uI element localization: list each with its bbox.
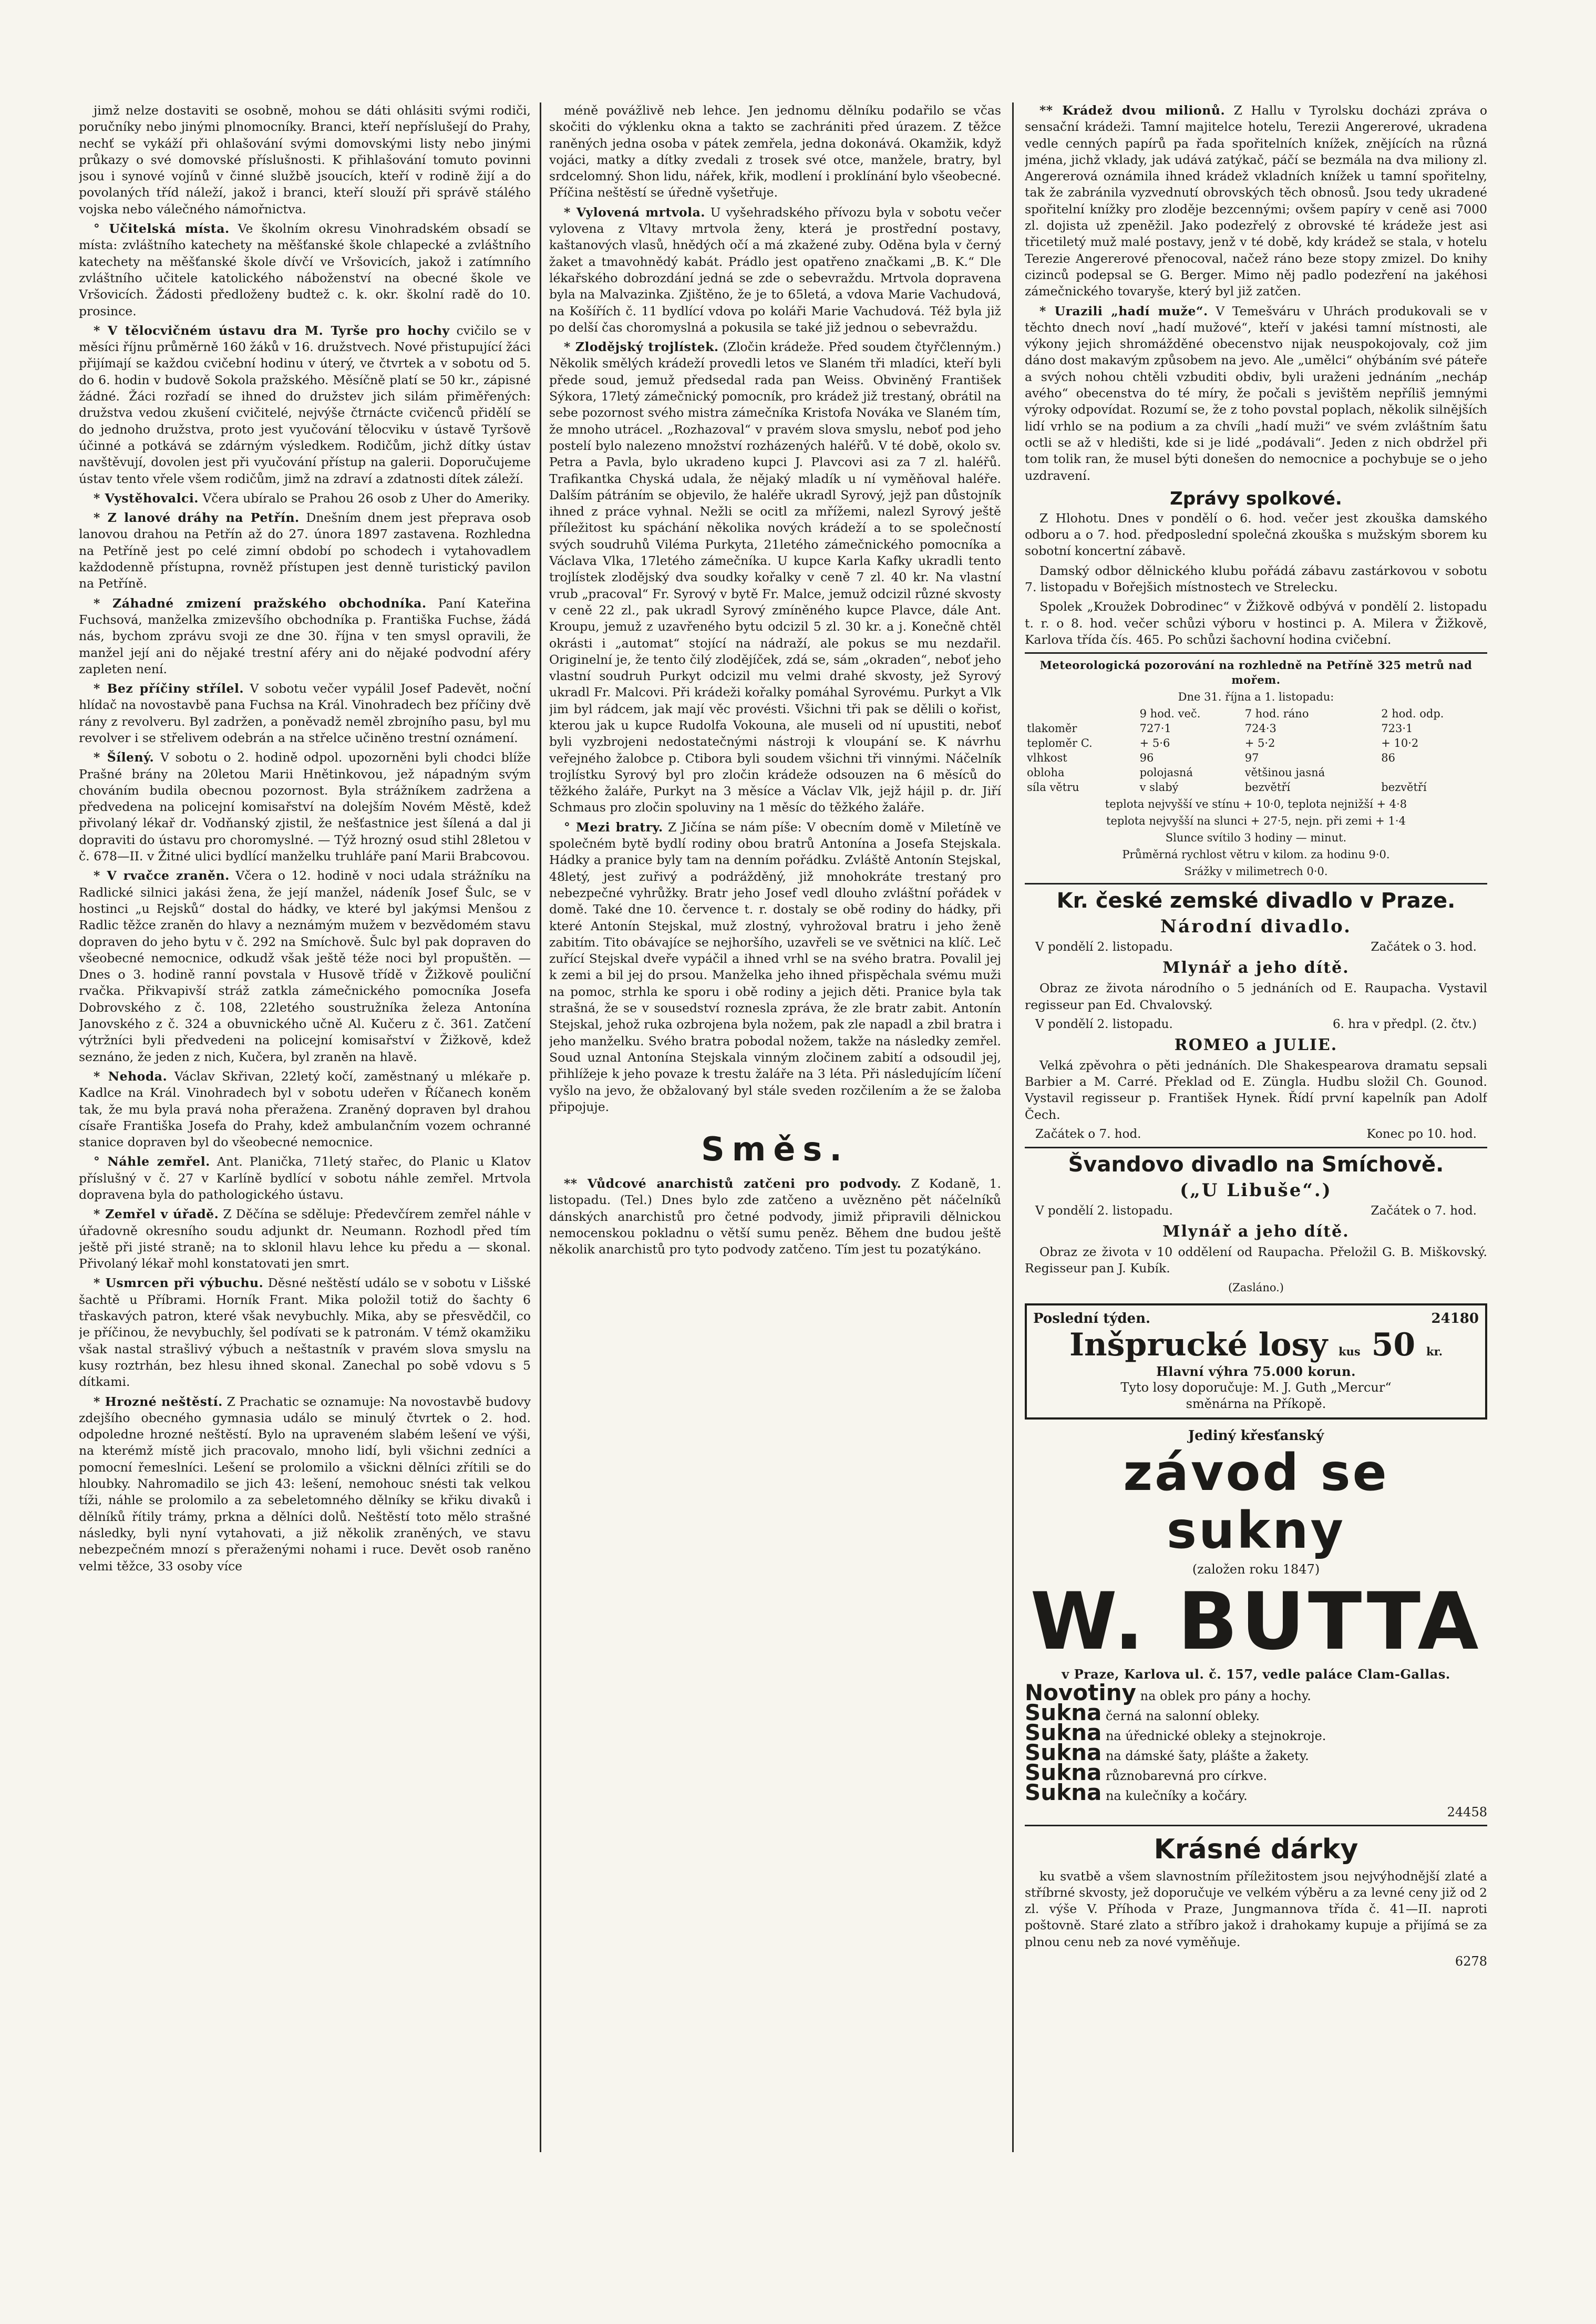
weather-cell: síla větru — [1027, 781, 1079, 794]
article-heading: * Vystěhovalci. — [94, 490, 199, 506]
ad-product-desc: na dámské šaty, plášte a žakety. — [1105, 1748, 1309, 1763]
ad-product-name: Sukna — [1025, 1719, 1102, 1745]
schedule-date: V pondělí 2. listopadu. — [1035, 1204, 1173, 1218]
ad-unit: kus — [1338, 1344, 1361, 1358]
article-heading: * Zlodějský trojlístek. — [564, 340, 719, 355]
ad-header — [1033, 1311, 1479, 1326]
article-heading: * V tělocvičném ústavu dra M. Tyrše pro hochy — [94, 323, 450, 338]
schedule-row — [1025, 1016, 1487, 1033]
weather-cell: tlakoměr — [1027, 722, 1077, 735]
weather-note: Srážky v milimetrech 0·0. — [1184, 865, 1328, 878]
weather-cell — [1379, 765, 1487, 780]
article — [549, 819, 1001, 1115]
ad-product-name: Sukna — [1025, 1739, 1102, 1765]
article-heading: * Záhadné zmizení pražského obchodníka. — [94, 595, 427, 611]
weather-title: Meteorologická pozorování na rozhledně na Petříně 325 metrů nad mořem. — [1039, 659, 1473, 687]
ad-title: závod se sukny — [1123, 1443, 1389, 1560]
theatre-subname: Národní divadlo. — [1160, 916, 1352, 938]
schedule-row — [1025, 939, 1487, 955]
play-description: Obraz ze života národního o 5 jednáních od E. Raupacha. Vystavil regisseur pan Ed. Chvalovský. — [1025, 981, 1487, 1012]
article-text: V sobotu o 2. hodině odpol. upozorněni byli chodci blíže Prašné brány na 20letou Marii Hnětinkovou, jež nápadným svým chováním budila obecnou pozornost. Byla strážníkem zadržena a předvedena na policejní komisařství na dolejším Novém Městě, kdež přivolaný lékař dr. Vodňanský zjistil, že nešťastnice jest šílená a dal ji dopraviti do ústavu pro choromyslné. — Týž hrozný osud stihl 28letou v č. 678—II. v Žitné ulici bydlící manželku truhláře paní Marii Brabcovou. — [79, 750, 531, 864]
divider — [1025, 652, 1487, 654]
weather-col-header: 9 hod. več. — [1139, 707, 1201, 721]
play-description: Velká zpěvohra o pěti jednáních. Dle Shakespearova dramatu sepsali Barbier a M. Carré. Překlad od E. Züngla. Hudbu složil Ch. Gounod. Vystavil regisseur p. František Hynek. Řídí první kapelník pan Adolf Čech. — [1025, 1057, 1487, 1122]
article-heading: * Šílený. — [94, 750, 155, 765]
article-heading: * Urazili „hadí muže“. — [1039, 303, 1208, 318]
club-notice: Damský odbor dělnického klubu pořádá zábavu zastárkovou v sobotu 7. listopadu v Bořejšich místnostech ve Strelecku. — [1025, 563, 1487, 595]
ad-tagline: Jediný křesťanský — [1188, 1427, 1324, 1444]
weather-cell: bezvětří — [1381, 781, 1427, 794]
play-title: Mlynář a jeho dítě. — [1162, 959, 1350, 978]
article-text: Václav Skřivan, 22letý kočí, zaměstnaný u mlékaře p. Kadlce na Král. Vinohradech byl v sobotu udeřen v Říčanech koněm tak, že mu byla pravá noha přeražena. Zraněný dopraven byl drahou císaře Františka Josefa do Prahy, kdež ambulančním vozem ochranné stanice dopraven byl do všeobecné nemocnice. — [79, 1068, 531, 1150]
weather-note: Slunce svítilo 3 hodiny — minut. — [1165, 831, 1347, 845]
column-rule — [1012, 102, 1014, 2152]
divider — [1025, 1825, 1487, 1826]
article — [1025, 303, 1487, 484]
ad-product-desc: různobarevná pro církve. — [1105, 1768, 1268, 1783]
article-heading: ** Vůdcové anarchistů zatčeni pro podvody. — [564, 1176, 902, 1191]
weather-cell: 86 — [1381, 752, 1395, 765]
article-text: méně povážlivě neb lehce. Jen jednomu dělníku podařilo se včas skočiti do výklenku okna a takto se zachrániti před úrazem. Z těžce raněných jedna osoba v pátek zemřela, jedna dokonává. Okamžik, když vojáci, matky a dítky zvedali z trosek své otce, manžele, bratry, byl srdcelomný. Shon lidu, nářek, křik, modlení i proklínání bylo všeobecné. Příčina neštěstí se úředně vyšetřuje. — [549, 103, 1001, 200]
ad-number: 24180 — [1431, 1310, 1479, 1326]
weather-note: teplota nejvyšší na slunci + 27·5, nejn. při zemi + 1·4 — [1106, 815, 1406, 828]
article-text: U vyšehradského přívozu byla v sobotu večer vylovena z Vltavy mrtvola ženy, která je prostřední postavy, kaštanových vlasů, hnědých očí a má zkažené zuby. Oděna byla v černý žaket a tmavohnědý kabát. Prádlo jest opatřeno značkami „B. K.“ Dle lékařského dobrozdání jedná se zde o sebevraždu. Mrtvola dopravena byla na Malvazinka. Zjištěno, že je to 65letá, a vdova Marie Vachudová, na Košířích č. 11 bydlící vdova po koláři Marie Vachudová. Též byla již po delší čas choromyslná a pokusila se také již jednou o sebevraždu. — [549, 204, 1001, 335]
article-heading: ° Náhle zemřel. — [94, 1154, 210, 1169]
theatre-name: Kr. české zemské divadlo v Praze. — [1056, 889, 1456, 913]
article — [79, 681, 531, 746]
article — [79, 1068, 531, 1150]
play-description: Obraz ze života v 10 oddělení od Raupacha. Přeložil G. B. Miškovský. Regisseur pan J. Kubík. — [1025, 1244, 1487, 1276]
article — [79, 221, 531, 320]
weather-cell: 724·3 — [1244, 722, 1276, 735]
article-text: V Temešváru v Uhrách produkovali se v těchto dnech noví „hadí mužové“, kteří v jakési tamní místnosti, ale výkony jejich shromážděné obecenstvo nijak neuspokojovaly, což jim dáno dost makavým způsobem na jevo. Ale „umělci“ ohýbáním své páteře a svých nohou chtěli vzbuditi obdiv, byli uraženi jednáním „necháp avého“ obecenstva do té míry, že počali s jevištěm nepříliš jemnými výroky odpovídat. Rozumí se, že z toho povstal poplach, několik silnějších lidí vrhlo se na podium a za chvíli „hadí muži“ ve svém zvláštním šatu octli se až v hledišti, kde si je lidé „podávali“. Jeden z nich obdržel při tom tolik ran, že musel býti donešen do nemocnice a pochybuje se o jeho uzdravení. — [1025, 303, 1487, 483]
weather-cell: vlhkost — [1027, 752, 1067, 765]
schedule-date: V pondělí 2. listopadu. — [1035, 940, 1173, 954]
ad-product-desc: na oblek pro pány a hochy. — [1140, 1688, 1311, 1703]
article — [79, 510, 531, 592]
article — [79, 1275, 531, 1390]
article-text: (Zločin krádeže. Před soudem čtyřčlenným.) Několik smělých krádeží provedli letos ve Slaném tři mladíci, kteří byli přede soud, jemuž předsedal rada pan Weiss. Obviněný František Sýkora, 17letý zámečnický pomocník, pro krádež již trestaný, obrátil na sebe pozornost svého mistra zámečníka Kristofa Nováka ve Slaném tím, že mnoho utrácel. „Rozhazoval“ v pravém slova smyslu, neboť pod jeho postelí bylo nalezeno množství rozházených haléřů. V té době, okolo sv. Petra a Pavla, bylo ukradeno kupci J. Plavcovi asi za 7 zl. haléřů. Trafikantka Chyská udala, že nějaký mladík u ní vyměňoval haléře. Dalším pátráním se objevilo, že haléře ukradl Syrový, jejž pan důstojník ihned z práce vyhnal. Nežli se ocitl za mřížemi, nalezl Syrový ještě příležitost ku spáchání několika nových krádeží a to se společností svých soudruhů Viléma Purkyta, 21letého zámečnického pomocníka a Václava Vlka, 17letého zámečníka. U kupce Karla Kafky ukradli tento trojlístek zlodějský dva soudky kořalky v ceně 7 zl. 40 kr. Na vlastní vrub „pracoval“ Fr. Syrový v bytě Fr. Malce, jemuž odcizil různé skvosty v ceně 22 zl., pak ukradl Syrový zmíněného kupce Plavce, dále Ant. Kroupu, jemuž z uzavřeného bytu odcizil 5 zl. 30 kr. a j. Konečně chtěl okrásti i „automat“ stojící na nádraží, ale pokus se mu nezdařil. Originelní je, že tento čilý zlodějíček, zdá se, sám „okraden“, neboť jeho vlastní soudruh Purkyt odcizil mu velmi drahé skvosty, jež Syrový ukradl Fr. Malcovi. Při krádeži kořalky pomáhal Syrovému. Purkyt a Vlk jim byl rádcem, jak mají věc provésti. Všichni tři pak se dělili o kořist, kterou jak u kupce Rudolfa Vokouna, ale museli od ní upustiti, neboť byli vyzbrojeni nedostatečnými nástroji k vloupání se. K návrhu veřejného žalobce p. Ctibora byli soudem všichni tři vinnými. Náčelník trojlístku Syrový byl pro zločin krádeže odsouzen na 6 měsíců do těžkého žaláře, Purkyt na 3 měsíce a Václav Vlk, jejž hájil p. dr. Jiří Schmaus pro zločin spoluviny na 1 měsíc do těžkého žaláře. — [549, 340, 1001, 815]
weather-cell: + 10·2 — [1381, 737, 1419, 750]
article-text: Ve školním okresu Vinohradském obsadí se místa: zvláštního katechety na měšťanské škole chlapecké a zvláštního katechety na měšťanské škole dívčí ve Vršovicích, jakož i zatímního zvláštního učitele katolického náboženství na obecné škole ve Vršovicích. Žádosti předloženy budtež c. k. okr. školní radě do 10. prosince. — [79, 221, 531, 318]
ad-text: ku svatbě a všem slavnostním příležitostem jsou nejvýhodnější zlaté a stříbrné skvosty, jež doporučuje ve velkém výběru a za levné ceny již od 2 zl. výše V. Příhoda v Praze, Jungmannova třída č. 41—II. naproti poštovně. Staré zlato a stříbro jakož i drahokamy kupuje a přijímá se za plnou cenu neb za nové vyměňuje. — [1025, 1868, 1487, 1949]
article — [79, 102, 531, 218]
column-rule — [540, 102, 541, 2152]
ad-number: 24458 — [1447, 1804, 1487, 1819]
article — [79, 323, 531, 487]
article-heading: * Usmrcen při výbuchu. — [94, 1276, 264, 1291]
article-heading: * Bez příčiny střílel. — [94, 681, 244, 696]
article — [79, 1206, 531, 1272]
ad-last-week: Poslední týden. — [1033, 1310, 1151, 1326]
article-text: Děsné neštěstí událo se v sobotu v Lišské šachtě u Příbrami. Horník Frant. Mika položil totiž do šachty 6 třaskavých patron, které však nevybuchly. Mika, aby se přesvědčil, co je příčinou, že nevybuchly, šel podívati se k patronám. V témž okamžiku však nastal strašlivý výbuch a neštastník v pravém slova smyslu na kusy roztrhán, bez hlesu ihned skonal. Zanechal po sobě vdovu s 5 dítkami. — [79, 1276, 531, 1390]
article — [549, 102, 1001, 201]
article — [79, 490, 531, 507]
weather-subtitle: Dne 31. října a 1. listopadu: — [1178, 691, 1334, 704]
article-text: Z Hallu v Tyrolsku docházi zpráva o sensační krádeži. Tamní majitelce hotelu, Terezii Angererové, ukradena vedle cenných papírů pa řada spořitelních knížek, znějících na různá jména, jichž vklady, jak udává zatýkač, páčí se bezmála na dva miliony zl. Angererová oznámila ihned krádež vkladních knížek u tamní spořitelny, tak že zabránila vyzvednutí obrovských těch obnosů. Jsou tedy ukradené spořitelní knížky pro zloděje bezcennými; ovšem papíry v ceně asi 7000 zl. dojista už zpeněžil. Jako podezřelý z obrovské té krádeže jest asi třicetiletý muž malé postavy, jenž v té době, kdy krádež se stala, v hotelu Terezie Angererové přenocoval, načež ráno beze stopy zmizel. Do knihy cizinců podepsal se G. Berger. Mimo něj padlo podezření na jakéhosi zámečnického tovaryše, který byl již zatčen. — [1025, 103, 1487, 299]
article-text: Paní Kateřina Fuchsová, manželka zmizevšího obchodníka p. Františka Fuchse, žádá nás, bychom zprávu svoji ze dne 30. října v ten smysl opravili, že manžel její ani do nějaké trestní aféry ani do nějaké podvodní aféry zapleten není. — [79, 595, 531, 676]
article-heading: * Hrozné neštěstí. — [94, 1394, 223, 1409]
article — [79, 749, 531, 865]
weather-cell: polojasná — [1139, 766, 1193, 779]
article-text: Včera ubíralo se Prahou 26 osob z Uher do Ameriky. — [202, 490, 530, 506]
ad-currency: kr. — [1426, 1344, 1443, 1358]
ad-recommend: Tyto losy doporučuje: M. J. Guth „Mercur“ — [1120, 1380, 1392, 1395]
club-notice: Spolek „Kroužek Dobrodinec“ v Žižkově odbývá v pondělí 2. listopadu t. r. o 8. hod. večer schůzi výboru v hostinci p. A. Milera v Žižkově, Karlova třída čís. 465. Po schůzi šachovní hodina cvičební. — [1025, 599, 1487, 647]
section-heading: Směs. — [701, 1130, 849, 1169]
ad-company: W. BUTTA — [1030, 1576, 1482, 1668]
ad-title — [1033, 1326, 1479, 1363]
weather-note: Průměrná rychlost větru v kilom. za hodinu 9·0. — [1122, 848, 1390, 861]
article — [79, 1154, 531, 1203]
weather-cell: + 5·2 — [1244, 737, 1275, 750]
lottery-ad — [1025, 1303, 1487, 1420]
schedule-date: V pondělí 2. listopadu. — [1035, 1017, 1173, 1031]
weather-corner — [1025, 706, 1138, 721]
ad-product-desc: na kulečníky a kočáry. — [1105, 1788, 1248, 1803]
ad-win: Hlavní výhra 75.000 korun. — [1156, 1363, 1356, 1379]
weather-note: teplota nejvyšší ve stínu + 10·0, teplota nejnižší + 4·8 — [1105, 798, 1407, 811]
ad-product-desc: černá na salonní obleky. — [1105, 1708, 1260, 1723]
weather-cell: 96 — [1139, 752, 1154, 765]
article-text: jimž nelze dostaviti se osobně, mohou se dáti ohlásiti svými rodiči, poručníky nebo jinými plnomocníky. Branci, kteří nepříslušejí do Prahy, nechť se vykáží při ohlašování svými domovskými listy nebo jinými průkazy o své domovské příslušnosti. K přihlašování tomuto povinni jsou i synové vojínů v činné službě jsoucích, kteří v rodině žijí a do povolaných tříd náleží, jakož i branci, kteří slouží při správě stálého vojska nebo válečného námořnictva. — [79, 103, 531, 217]
play-title: ROMEO a JULIE. — [1174, 1035, 1338, 1054]
article-text: Dnešním dnem jest přeprava osob lanovou drahou na Petřín až do 27. února 1897 zastavena. Rozhledna na Petříně jest po celé zimní období po schodech i vytahovadlem každodenně přístupna, rovněž přístupen jest denně turistický pavilon na Petříně. — [79, 510, 531, 591]
article-heading: ° Mezi bratry. — [564, 819, 663, 835]
theatre-name: Švandovo divadlo na Smíchově. — [1068, 1152, 1444, 1177]
article-text: Z Prachatic se oznamuje: Na novostavbě budovy zdejšího obecného gymnasia událo se minulý čtvrtek o 2. hod. odpoledne hrozné neštěstí. Bylo na upraveném slabém lešení ve výši, na kterémž místě jich pracovalo, mnoho lidí, byli všichni zedníci a pomocní řemeslníci. Lešení se prolomilo a všickni dělníci zřítili se do hloubky. Nahromadilo se jich 43: lešení, nemohouc snésti tak velkou tíži, náhle se prolomilo a za sebeletomného dělníky se křiku divaků i dělníků řítily trámy, prkna a dělníci dolů. Neštěstí toto mělo strašné následky, byli nyní vytahovati, a již několik zraněných, ve stavu nebezpečném mnozí s přeraženými nohami i ruce. Devět osob raněno velmi těžce, 33 osoby více — [79, 1394, 531, 1574]
ad-price: 50 — [1371, 1326, 1416, 1363]
sent-notice: (Zasláno.) — [1228, 1281, 1284, 1294]
article-heading: * Z lanové dráhy na Petřín. — [94, 510, 300, 526]
newspaper-page — [79, 102, 1487, 2184]
article-heading: ** Krádež dvou milionů. — [1039, 103, 1226, 118]
article-heading: * V rvačce zraněn. — [94, 868, 230, 883]
article — [549, 204, 1001, 336]
schedule-row — [1025, 1126, 1487, 1143]
article — [549, 1176, 1001, 1258]
article — [549, 339, 1001, 816]
article — [79, 595, 531, 677]
article — [79, 1394, 531, 1575]
ad-product-name: Sukna — [1025, 1699, 1102, 1725]
article-text: Z Jičína se nám píše: V obecním domě v Miletíně ve společném bytě bydlí rodiny obou bratrů Antonína a Josefa Stejskala. Hádky a pranice byly tam na denním pořádku. Zvláště Antonín Stejskal, 48letý, jest zuřivý a podrážděný, již mnohokráte trestaný pro nebezpečné vyhrůžky. Bratr jeho Josef vedl dlouho zvláštní pořádek v domě. Také dne 10. července t. r. dostaly se obě rodiny do hádky, při které Antonín Stejskal, muž zlostný, vyhrožoval bratru i jeho ženě zabitím. Tito obávajíce se nejhoršího, uzavřeli se ve světnici na klíč. Leč zuřící Stejskal dveře vypáčil a ihned vrhl se na svého bratra. Povalil jej k zemi a bil jej do prsou. Manželka jeho ihned přispěchala svému muži na pomoc, strhla ke sporu i obě rodiny a jejich děti. Pranice byla tak strašná, že se v sousedství roznesla zpráva, že zle bratr zabit. Antonín Stejskal, jehož ruka ozbrojena byla nožem, pak zle napadl a zbil bratra i jeho manželku. Svého bratra pobodal nožem, takže na následky zemřel. Soud uznal Antonína Stejskala vinným zločinem zabití a odsoudil jej, přihlížeje k jeho povaze k trestu žaláře na 3 léta. Při následujícím líčení vyšlo na jevo, že obžalovaný byl stále sveden rozčilením a že se žaloba připojuje. — [549, 819, 1001, 1114]
article-text: Z Děčína se sděluje: Předevčírem zemřel náhle v úřadovně okresního soudu adjunkt dr. Neumann. Rozhodl před tím ještě při jisté straně; na to sklonil hlavu lehce ku předu a — skonal. Přivolaný lékař mohl konstatovati jen smrt. — [79, 1207, 531, 1271]
ad-bank: směnárna na Příkopě. — [1186, 1396, 1326, 1411]
divider — [1025, 883, 1487, 885]
ad-product: Inšprucké losy — [1069, 1326, 1328, 1363]
schedule-start: Začátek o 3. hod. — [1371, 940, 1477, 954]
article-text: V sobotu večer vypálil Josef Padevět, noční hlídač na novostavbě pana Fuchsa na Král. Vinohradech bez příčiny dvě rány z revolveru. Byl zadržen, a poněvadž neměl zbrojního pasu, byl mu revolver i se střelivem odebrán a na střelce učiněno trestní oznámení. — [79, 681, 531, 745]
article — [79, 868, 531, 1065]
weather-cell: 97 — [1244, 752, 1259, 765]
ad-address: v Praze, Karlova ul. č. 157, vedle paláce Clam-Gallas. — [1062, 1666, 1450, 1682]
ad-product-name: Sukna — [1025, 1759, 1102, 1785]
column-1 — [79, 102, 531, 2152]
weather-col-header: 2 hod. odp. — [1381, 707, 1444, 721]
schedule-start: 6. hra v předpl. (2. čtv.) — [1332, 1017, 1477, 1031]
article-heading: * Nehoda. — [94, 1068, 168, 1084]
ad-product-desc: na úřednické obleky a stejnokroje. — [1105, 1728, 1326, 1743]
article-heading: * Vylovená mrtvola. — [564, 204, 705, 220]
divider — [1025, 1147, 1487, 1148]
ad-title: Krásné dárky — [1154, 1833, 1358, 1865]
schedule-row — [1025, 1203, 1487, 1219]
weather-cell: 723·1 — [1381, 722, 1413, 735]
article-text: cvičilo se v měsíci říjnu průměrně 160 žáků v 16. družstvech. Nové přistupující žáci přijímají se každou cvičební hodinu v úterý, ve čtvrtek a v sobotu od 5. do 6. hodin v budově Sokola pražského. Měsíčně platí se 50 kr., zápisné žádné. Žáci rozřadí se ihned do družstev jich silám přiměřených: družstva vedou zkušení cvičitelé, nejvýše čtrnácte cvičenců přidělí se do jednoho družstva, proto jest vyučování tělocviku v ústavě Tyršově účinné a potkává se zdárným výsledkem. Rodičům, jichž dítky ústav navštěvují, dovolen jest při vyučování přístup na galerii. Doporučujeme ústav tento vřele všem rodičům, jimž na zdraví a zdatnosti dítek záleží. — [79, 323, 531, 486]
schedule-start: Začátek o 7. hod. — [1035, 1127, 1141, 1141]
ad-product-line — [1025, 1779, 1487, 1805]
schedule-start: Začátek o 7. hod. — [1371, 1204, 1477, 1218]
article-text: Ant. Planička, 71letý stařec, do Planic u Klatov příslušný v č. 27 v Karlíně bydlící v sobotu náhle zemřel. Mrtvola dopravena byla do pathologického ústavu. — [79, 1154, 531, 1202]
weather-cell: obloha — [1027, 766, 1065, 779]
weather-cell: 727·1 — [1139, 722, 1171, 735]
article — [1025, 102, 1487, 300]
article-heading: * Zemřel v úřadě. — [94, 1207, 219, 1222]
column-2 — [549, 102, 1001, 2152]
weather-cell: bezvětří — [1244, 781, 1291, 794]
play-title: Mlynář a jeho dítě. — [1162, 1222, 1350, 1241]
ad-number: 6278 — [1455, 1954, 1487, 1969]
weather-cell: + 5·6 — [1139, 737, 1170, 750]
column-3 — [1025, 102, 1487, 2152]
schedule-end: Konec po 10. hod. — [1366, 1127, 1477, 1141]
club-notice: Z Hlohotu. Dnes v pondělí o 6. hod. večer jest zkouška damského odboru a o 7. hod. předposlední společná zkouška s mužským sborem ku sobotní koncertní zábavě. — [1025, 510, 1487, 559]
section-heading: Zprávy spolkové. — [1170, 488, 1342, 509]
ad-product-name: Novotiny — [1025, 1679, 1136, 1705]
weather-col-header: 7 hod. ráno — [1244, 707, 1309, 721]
article-heading: ° Učitelská místa. — [94, 221, 230, 236]
weather-cell: většinou jasná — [1244, 766, 1325, 779]
theatre-subname: („U Libuše“.) — [1180, 1179, 1332, 1201]
ad-product-name: Sukna — [1025, 1779, 1102, 1805]
ad-founded: (založen roku 1847) — [1192, 1561, 1320, 1577]
weather-table — [1025, 706, 1487, 795]
weather-cell: teploměr C. — [1027, 737, 1093, 750]
article-text: Včera o 12. hodině v noci udala strážníku na Radlické silnici jakási žena, že její manžel, nádeník Josef Šulc, se v hostinci „u Rejsků“ dostal do hádky, ve které byl jakýmsi Menšou z Radlic těžce zraněn do hlavy a neznámým mužem v bezvědomém stavu dopraven do jeho bytu v č. 292 na Smíchově. Šulc byl pak dopraven do všeobecné nemocnice, odkudž však ještě téže noci byl propuštěn. — Dnes o 3. hodině ranní povstala v Husově třídě v Žižkově pouliční rvačka. Přikvapivší stráž zatkla zámečnického pomocníka Josefa Dobrovského z č. 108, 22letého soustružníka železa Antonína Janovského z č. 324 a obuvnického učně Al. Kučeru z č. 361. Zatčení výtržníci byli předvedeni na policejní komisařství v Žižkově, kdež seznáno, že jeden z nich, Kučera, byl zraněn na hlavě. — [79, 868, 531, 1064]
article-text: Z Kodaně, 1. listopadu. (Tel.) Dnes bylo zde zatčeno a uvězněno pět náčelníků dánských anarchistů pro četné podvody, jimiž připravili dělnickou nemocenskou pokladnu o větší sumu peněz. Během dne budou ještě několik anarchistů pro tyto podvody zatčeno. Tím jest tu pozatýkáno. — [549, 1176, 1001, 1257]
weather-cell: v slabý — [1139, 781, 1179, 794]
